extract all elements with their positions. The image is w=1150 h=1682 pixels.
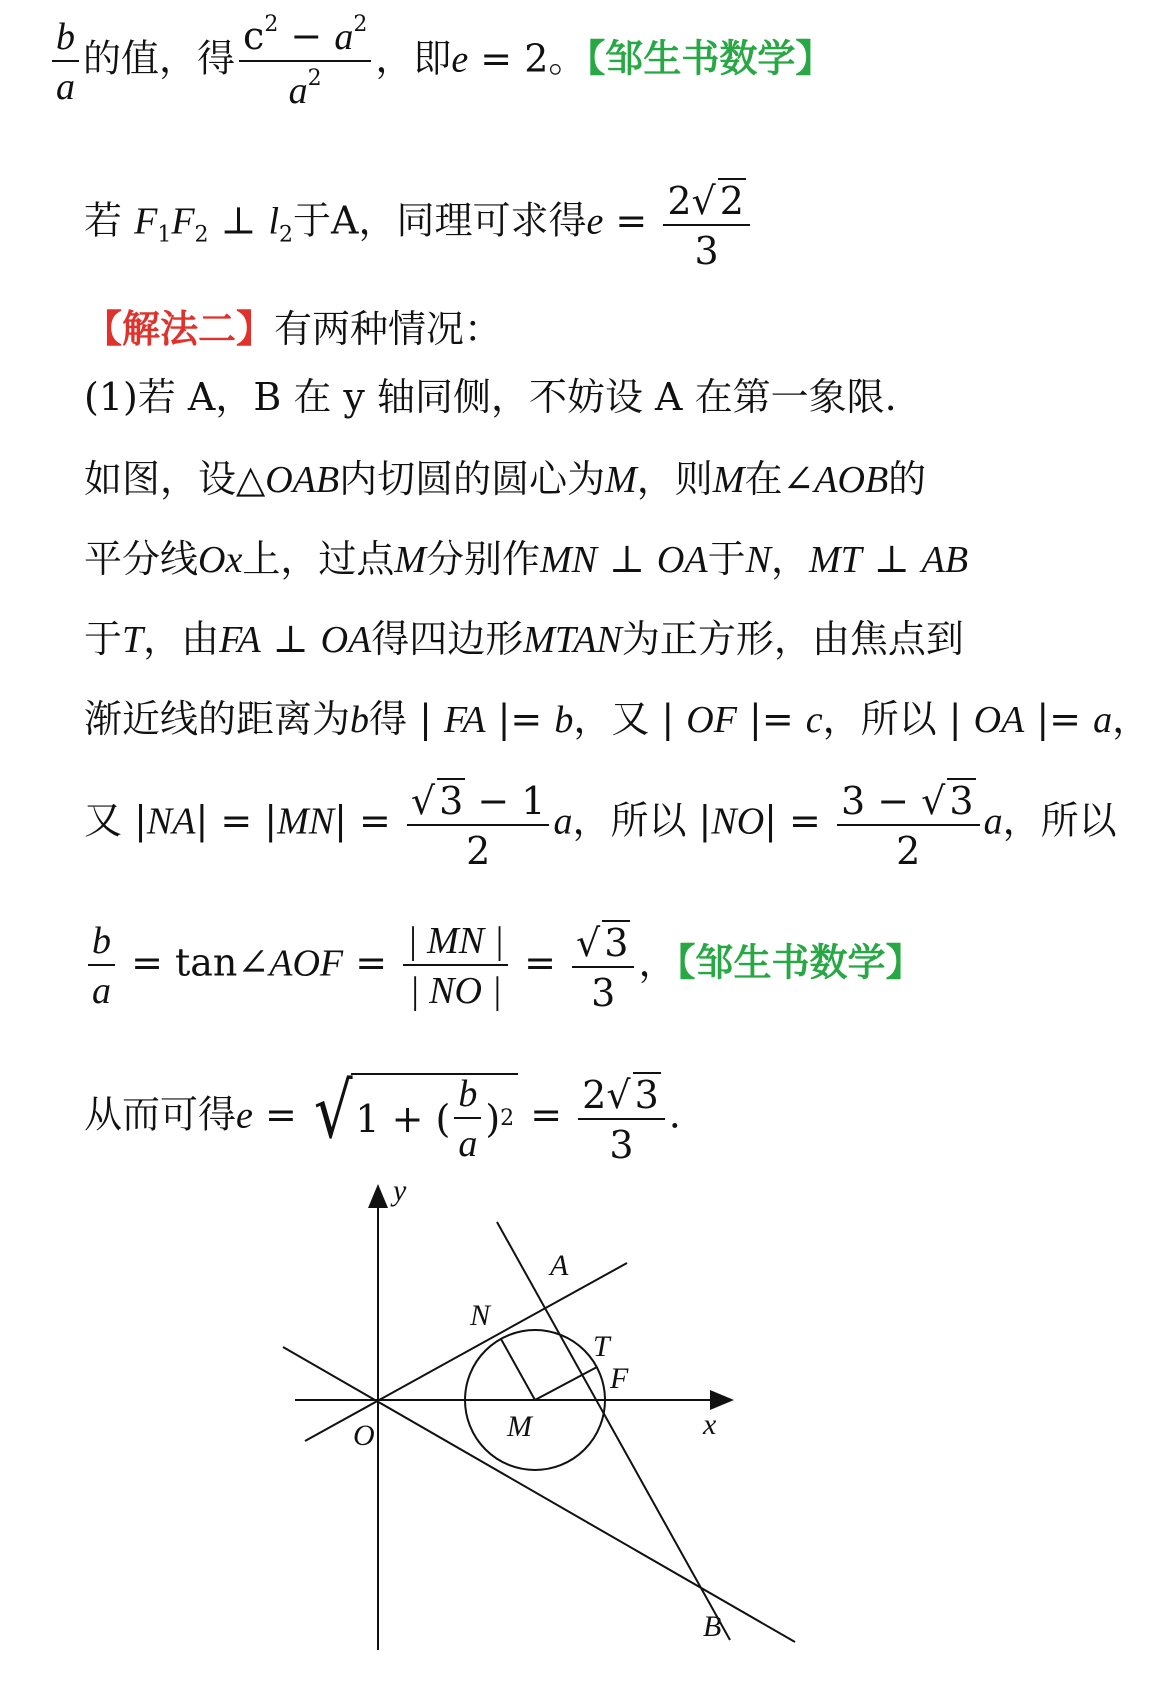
- line-8: 渐近线的距离为b得 | FA |= b，又 | OF |= c，所以 | OA |= a，: [84, 697, 1150, 741]
- label-y: y: [393, 1174, 407, 1207]
- fraction-c2-a2: $\frac{c^2 - a^2}{a^2}$: [239, 14, 371, 110]
- method-tag: 【解法二】: [84, 307, 275, 351]
- fraction-b-over-a: $\frac{b}{a}$: [52, 18, 79, 106]
- fraction-2root2-over-3: $\frac{2√ 2}{3}$: [663, 178, 750, 270]
- fraction-b-over-a: $\frac{b}{a}$: [88, 922, 115, 1010]
- line-5: 如图，设△OAB内切圆的圆心为M，则M在∠AOB的: [84, 457, 927, 501]
- fraction-mn-over-no: $\frac{| MN |}{| NO |}$: [403, 922, 508, 1010]
- geometry-diagram: [255, 1170, 815, 1670]
- segment-mn: [501, 1339, 535, 1400]
- line-2: 若 $F_1F_2$ ⊥ $l_2$于A，同理可求得e = $\frac{2√ 2}{3}$: [84, 178, 754, 270]
- line-3: 【解法二】有两种情况：: [84, 307, 503, 351]
- text: 的值，得: [83, 36, 236, 81]
- line-7: 于T，由FA ⊥ OA得四边形MTAN为正方形，由焦点到: [84, 617, 964, 661]
- label-o: O: [353, 1419, 375, 1452]
- label-m: M: [507, 1410, 532, 1443]
- line-11: 从而可得e = √ 1 + ( $\frac{b}{a}$ ) 2 = $\frac{2√ 3}{3}$ .: [84, 1066, 681, 1167]
- line-1: $\frac{b}{a}$ 的值，得 $\frac{c^2 - a^2}{a^2}$ ，即e = 2。【邹生书数学】: [48, 14, 833, 110]
- fraction-3-minus-root3-over-2: $\frac{3 - √ 3}{2}$: [837, 778, 980, 870]
- label-a: A: [550, 1249, 569, 1282]
- fraction-root3-over-3: $\frac{√ 3}{3}$: [572, 920, 634, 1012]
- fraction-2root3-over-3: $\frac{2√ 3}{3}$: [578, 1072, 665, 1164]
- label-n: N: [470, 1299, 491, 1332]
- label-t: T: [593, 1330, 610, 1363]
- brand-tag: 【邹生书数学】: [676, 940, 924, 985]
- line-10: $\frac{b}{a}$ = tan∠AOF = $\frac{| MN |}{| NO |}$ = $\frac{√ 3}{3}$ ，【邹生书数学】: [84, 920, 923, 1012]
- fraction-root3-minus-1-over-2: $\frac{√ 3 - 1}{2}$: [407, 778, 550, 870]
- brand-tag: 【邹生书数学】: [586, 36, 834, 81]
- line-4: (1)若 A，B 在 y 轴同侧，不妨设 A 在第一象限.: [84, 375, 897, 419]
- square-root-expression: √ 1 + ( $\frac{b}{a}$ ) 2: [309, 1073, 518, 1163]
- label-f: F: [610, 1362, 629, 1395]
- label-x: x: [703, 1408, 717, 1441]
- line-6: 平分线Ox上，过点M分别作MN ⊥ OA于N，MT ⊥ AB: [84, 537, 969, 581]
- line-9: 又 |NA| = |MN| = $\frac{√ 3 - 1}{2}$ a，所以 |NO| = $\frac{3 - √ 3}{2}$ a，所以: [84, 779, 1117, 873]
- label-b: B: [703, 1610, 722, 1643]
- asymptote-lower: [283, 1347, 795, 1642]
